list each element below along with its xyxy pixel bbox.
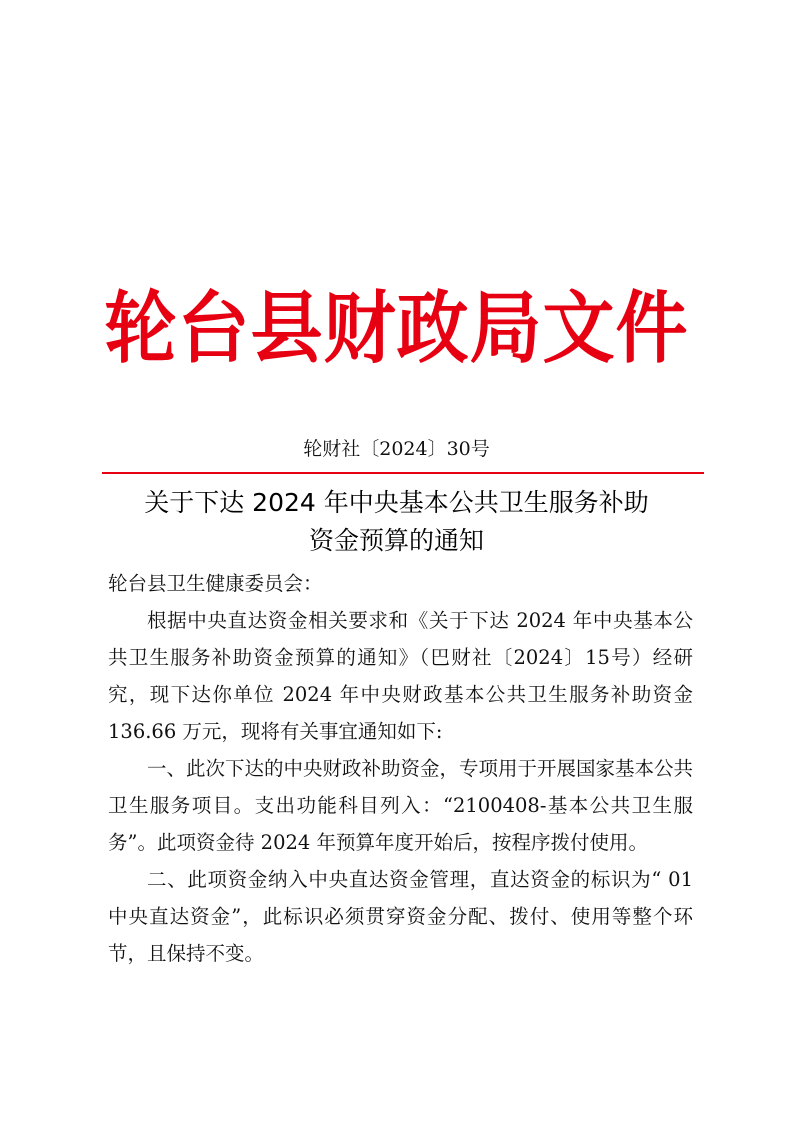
red-divider-line — [102, 472, 704, 474]
notice-title — [80, 484, 713, 560]
paragraph-item-2: 二、此项资金纳入中央直达资金管理，直达资金的标识为“ 01 中央直达资金”，此标识必须贯穿资金分配、拨付、使用等整个环节，且保持不变。 — [108, 868, 693, 965]
document-number: 轮财社〔2024〕30号 — [303, 438, 490, 460]
notice-title-line-1: 关于下达 2024 年中央基本公共卫生服务补助 — [144, 488, 649, 517]
paragraph-intro: 根据中央直达资金相关要求和《关于下达 2024 年中央基本公共卫生服务补助资金预算的通知》（巴财社〔2024〕15号）经研究，现下达你单位 2024 年中央财政基本公共卫生服务补助资金 136.66 万元，现将有关事宜通知如下: — [108, 609, 693, 743]
paragraph-item-1: 一、此次下达的中央财政补助资金，专项用于开展国家基本公共卫生服务项目。支出功能科目列入：“2100408-基本公共卫生服务”。此项资金待 2024 年预算年度开始后，按程序拨付使用。 — [108, 757, 694, 854]
notice-title-line-2: 资金预算的通知 — [308, 526, 484, 555]
masthead-title: 轮台县财政局文件 — [104, 281, 689, 374]
document-body — [108, 565, 693, 972]
salutation: 轮台县卫生健康委员会： — [108, 572, 323, 595]
